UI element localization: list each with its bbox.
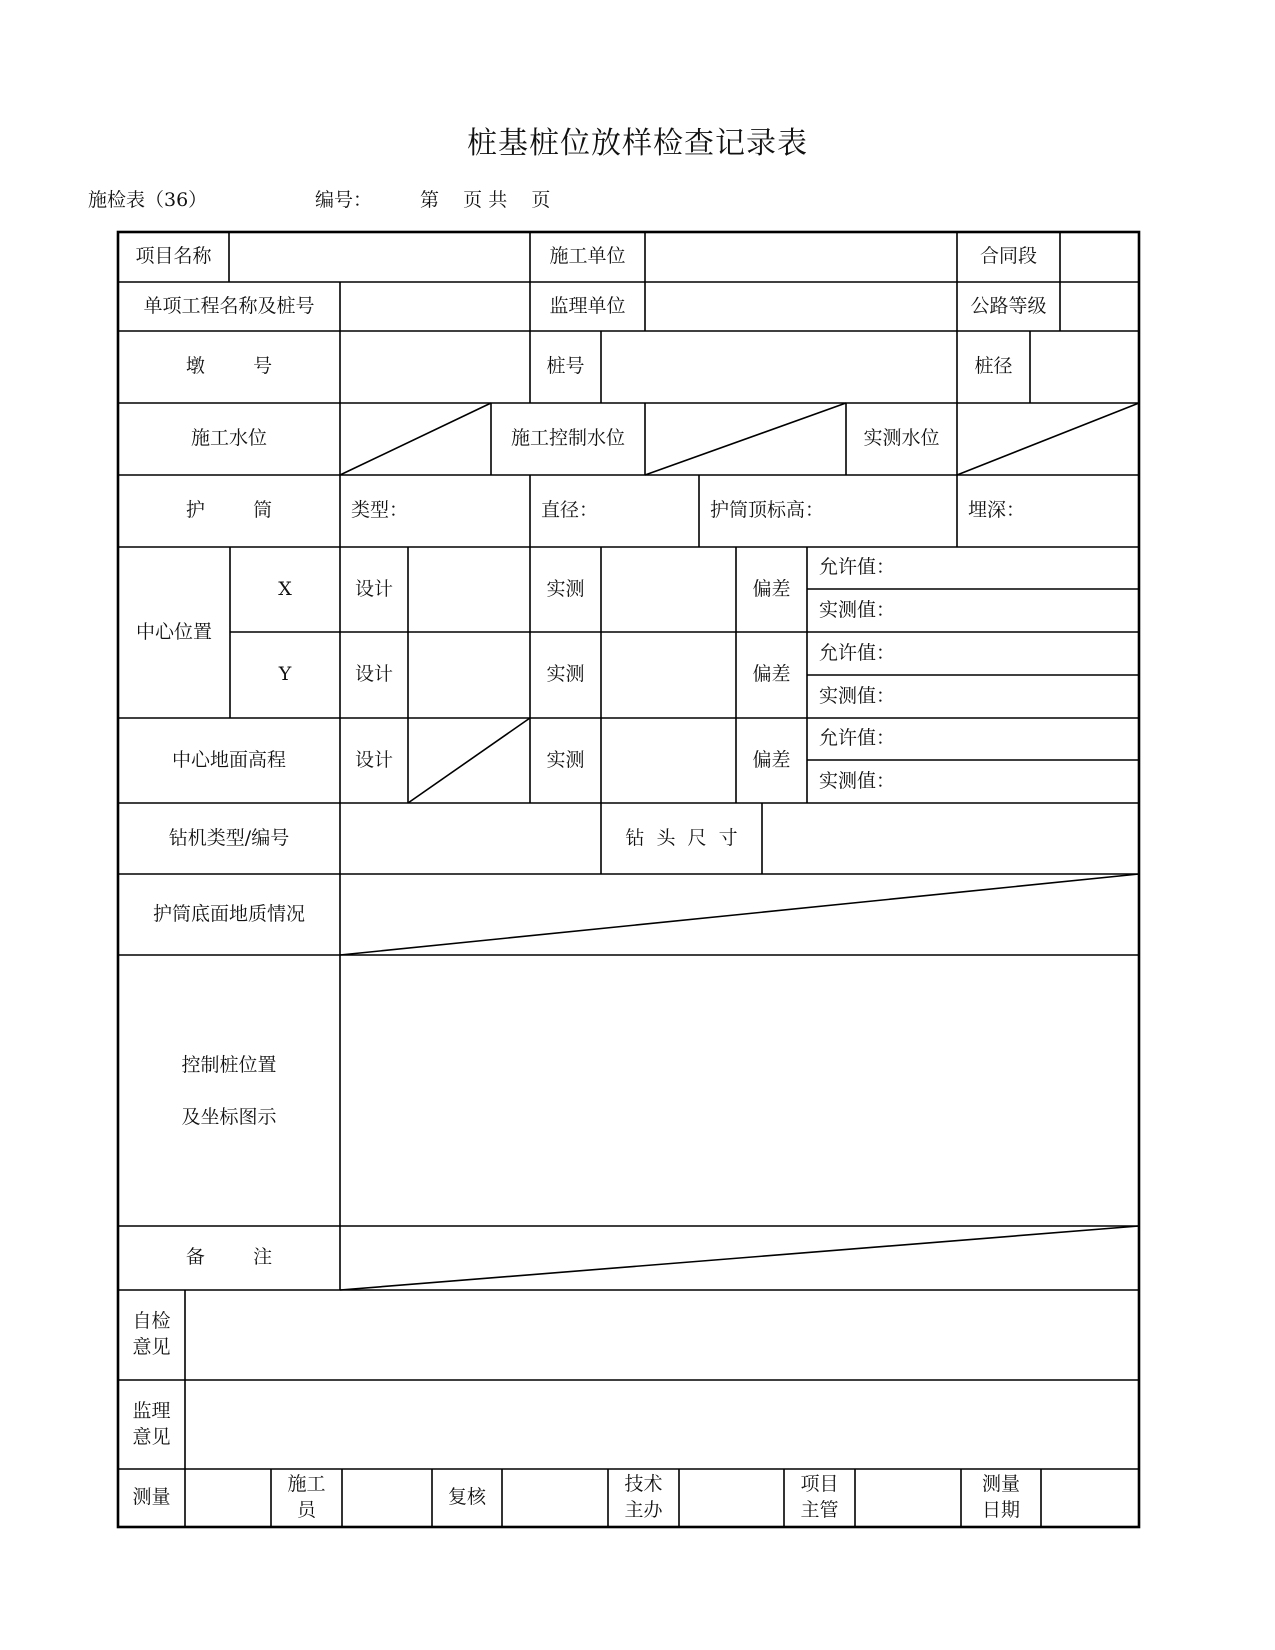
center-ground-elevation-label: 中心地面高程 [171,748,286,771]
control-pile-label-2: 及坐标图示 [181,1106,277,1129]
casing-top-elevation-label: 护筒顶标高： [710,499,825,522]
casing-label: 护 筒 [185,499,273,522]
project-name-label: 项目名称 [135,245,212,268]
road-grade-label: 公路等级 [970,294,1047,317]
form-number: 施检表（36） [88,189,208,211]
y-label: Y [278,663,292,686]
project-manager-label: 项目 主管 [800,1473,839,1521]
x-design-label: 设计 [354,577,393,600]
y-design-label: 设计 [354,663,393,686]
y-allowed-label: 允许值： [819,641,896,664]
supervisor-label: 监理单位 [549,294,626,317]
casing-depth-label: 埋深： [968,499,1026,522]
elev-design-label: 设计 [354,748,393,771]
tech-lead-label: 技术 主办 [624,1473,663,1521]
casing-type-label: 类型： [351,499,409,522]
x-allowed-label: 允许值： [819,556,896,579]
y-measured-value-label: 实测值： [819,684,896,707]
pile-diameter-label: 桩径 [974,355,1013,378]
survey-label: 测量 [132,1486,171,1509]
casing-diameter-label: 直径： [541,499,599,522]
page-title: 桩基桩位放样检查记录表 [467,126,808,161]
measured-water-level-label: 实测水位 [863,427,940,450]
pier-no-label: 墩 号 [185,355,273,378]
sub-project-label: 单项工程名称及桩号 [143,294,315,317]
elev-allowed-label: 允许值： [819,727,896,750]
control-water-level-label: 施工控制水位 [510,427,625,450]
constructor-label: 施工 员 [287,1473,326,1521]
construction-water-level-label: 施工水位 [190,427,267,450]
supervision-label: 监理 意见 [132,1399,171,1448]
page-indicator: 第 页 共 页 [420,189,551,211]
elev-deviation-label: 偏差 [752,748,791,771]
remarks-label: 备 注 [185,1246,273,1269]
review-label: 复核 [447,1486,486,1509]
elev-measured-label: 实测 [546,748,585,771]
self-check-label: 自检 意见 [132,1310,171,1358]
contractor-label: 施工单位 [549,245,626,268]
center-position-label: 中心位置 [135,620,212,643]
pile-no-label: 桩号 [546,355,585,378]
casing-bottom-geology-label: 护筒底面地质情况 [152,902,305,925]
y-deviation-label: 偏差 [752,663,791,686]
drill-type-label: 钻机类型/编号 [168,826,290,849]
x-measured-label: 实测 [546,577,585,600]
drill-bit-size-label: 钻 头 尺 寸 [625,826,738,849]
y-measured-label: 实测 [546,663,585,686]
serial-label: 编号： [315,189,373,211]
x-deviation-label: 偏差 [752,577,791,600]
control-pile-label-1: 控制桩位置 [181,1054,277,1077]
elev-measured-value-label: 实测值： [819,769,896,792]
contract-section-label: 合同段 [979,245,1037,268]
x-label: X [278,577,292,600]
survey-date-label: 测量 日期 [981,1473,1020,1521]
x-measured-value-label: 实测值： [819,598,896,621]
